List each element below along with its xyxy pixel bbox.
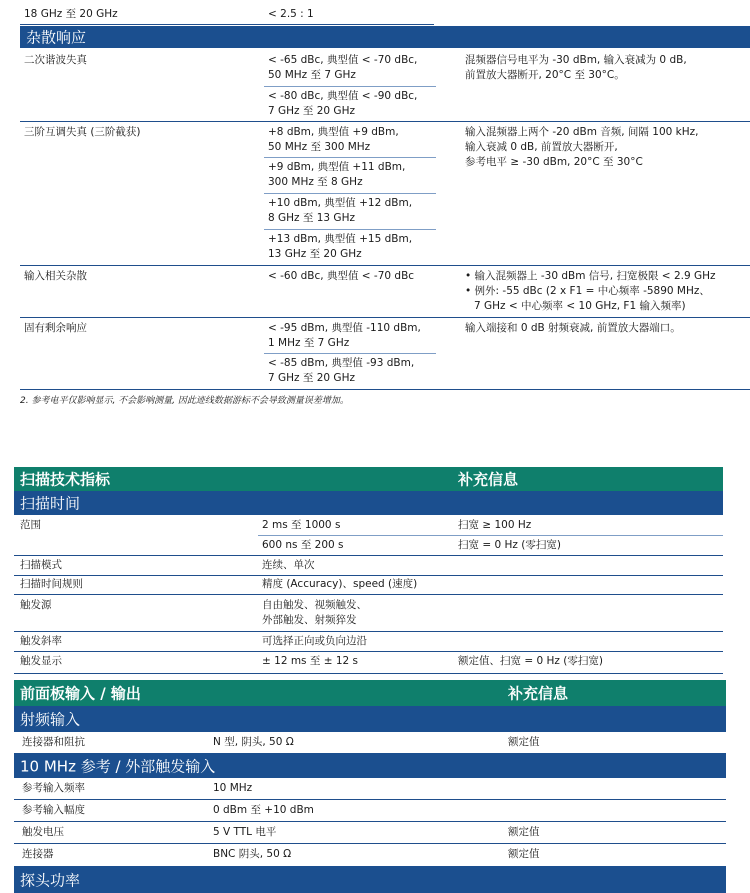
divider: [264, 193, 436, 194]
row-info: 额定值: [508, 736, 540, 748]
row-info: 参考电平 ≥ -30 dBm, 20°C 至 30°C: [465, 156, 643, 168]
row-info: 扫宽 = 0 Hz (零扫宽): [458, 539, 561, 551]
divider: [14, 575, 723, 576]
divider: [20, 317, 750, 318]
row-value: +8 dBm, 典型值 +9 dBm,: [268, 126, 399, 138]
row-value: 外部触发、射频猝发: [262, 614, 357, 626]
row-info: 输入端接和 0 dB 射频衰减, 前置放大器端口。: [465, 322, 681, 334]
section-header-ref-trigger: [14, 753, 726, 778]
row-value: 50 MHz 至 7 GHz: [268, 69, 356, 81]
row-value: +10 dBm, 典型值 +12 dBm,: [268, 197, 413, 209]
row-info: • 输入混频器上 -30 dBm 信号, 扫宽极限 < 2.9 GHz: [465, 270, 716, 282]
divider: [264, 86, 436, 87]
section-header-spurious: [20, 26, 750, 48]
table-header-front-panel: [14, 680, 726, 706]
row-value: +9 dBm, 典型值 +11 dBm,: [268, 161, 406, 173]
row-value: ± 12 ms 至 ± 12 s: [262, 655, 359, 667]
row-value: 精度 (Accuracy)、speed (速度): [262, 578, 418, 590]
row-value: < -85 dBm, 典型值 -93 dBm,: [268, 357, 415, 369]
row-value: 50 MHz 至 300 MHz: [268, 141, 371, 153]
row-info: 扫宽 ≥ 100 Hz: [458, 519, 532, 531]
row-info: 额定值: [508, 848, 540, 860]
row-label: 三阶互调失真 (三阶截获): [24, 126, 141, 138]
divider: [14, 673, 723, 674]
row-value: < -80 dBc, 典型值 < -90 dBc,: [268, 90, 418, 102]
row-info: 混频器信号电平为 -30 dBm, 输入衰减为 0 dB,: [465, 54, 687, 66]
section-title: 扫描时间: [20, 494, 81, 513]
header-title: 前面板输入 / 输出: [20, 684, 141, 703]
row-value: +13 dBm, 典型值 +15 dBm,: [268, 233, 413, 245]
row-info: 输入衰减 0 dB, 前置放大器断开,: [465, 141, 618, 153]
row-value: 0 dBm 至 +10 dBm: [213, 804, 314, 816]
row-value: < -60 dBc, 典型值 < -70 dBc: [268, 270, 415, 282]
row-label: 范围: [20, 519, 41, 531]
row-info: 7 GHz < 中心频率 < 10 GHz, F1 输入频率): [474, 300, 686, 312]
row-label: 连接器: [22, 848, 54, 860]
section-title: 射频输入: [20, 710, 81, 729]
divider: [20, 121, 750, 122]
row-value: < -65 dBc, 典型值 < -70 dBc,: [268, 54, 418, 66]
row-label: 参考输入频率: [22, 782, 85, 794]
row-label: 触发显示: [20, 655, 62, 667]
divider: [14, 651, 723, 652]
row-value: 连续、单次: [262, 559, 315, 571]
header-info: 补充信息: [508, 684, 569, 703]
row-value: 300 MHz 至 8 GHz: [268, 176, 363, 188]
row-value: < -95 dBm, 典型值 -110 dBm,: [268, 322, 421, 334]
row-value: 2 ms 至 1000 s: [262, 519, 341, 531]
table-header-sweep: [14, 467, 723, 491]
row-value: 可选择正向或负向边沿: [262, 635, 367, 647]
section-title: 杂散响应: [26, 28, 87, 47]
section-header-probe-power: [14, 866, 726, 893]
section-header-sweep-time: [14, 491, 723, 515]
divider: [20, 265, 750, 266]
divider: [264, 157, 436, 158]
row-value: 7 GHz 至 20 GHz: [268, 372, 355, 384]
header-title: 扫描技术指标: [20, 470, 111, 489]
row-value: 自由触发、视频触发、: [262, 599, 367, 611]
divider: [14, 799, 726, 800]
divider: [20, 24, 434, 25]
divider: [258, 535, 723, 536]
row-value: 8 GHz 至 13 GHz: [268, 212, 355, 224]
divider: [14, 821, 726, 822]
row-value: 5 V TTL 电平: [213, 826, 277, 838]
divider: [264, 229, 436, 230]
section-title: 10 MHz 参考 / 外部触发输入: [20, 757, 216, 775]
row-info: 额定值、扫宽 = 0 Hz (零扫宽): [458, 655, 603, 667]
section-header-rf-input: [14, 706, 726, 732]
row-label: 参考输入幅度: [22, 804, 85, 816]
row-label: 扫描时间规则: [20, 578, 83, 590]
row-value: N 型, 阴头, 50 Ω: [213, 736, 294, 748]
divider: [20, 389, 750, 390]
footnote: 2. 参考电平仅影响显示, 不会影响测量, 因此迹线数据游标不会导致测量误差增加。: [20, 396, 349, 406]
row-info: • 例外: -55 dBc (2 x F1 = 中心频率 -5890 MHz、: [465, 285, 710, 297]
row-value: 13 GHz 至 20 GHz: [268, 248, 362, 260]
top-row-value: < 2.5 : 1: [268, 8, 314, 20]
row-label: 触发电压: [22, 826, 64, 838]
row-label: 触发源: [20, 599, 52, 611]
row-label: 连接器和阻抗: [22, 736, 85, 748]
row-info: 输入混频器上两个 -20 dBm 音频, 间隔 100 kHz,: [465, 126, 699, 138]
row-info: 前置放大器断开, 20°C 至 30°C。: [465, 69, 625, 81]
row-value: 600 ns 至 200 s: [262, 539, 344, 551]
divider: [14, 594, 723, 595]
row-info: 额定值: [508, 826, 540, 838]
row-label: 扫描模式: [20, 559, 62, 571]
row-value: 1 MHz 至 7 GHz: [268, 337, 350, 349]
header-info: 补充信息: [458, 470, 519, 489]
divider: [14, 631, 723, 632]
row-value: BNC 阴头, 50 Ω: [213, 848, 292, 860]
row-label: 输入相关杂散: [24, 270, 87, 282]
row-value: 7 GHz 至 20 GHz: [268, 105, 355, 117]
row-value: 10 MHz: [213, 782, 253, 794]
top-row-label: 18 GHz 至 20 GHz: [24, 8, 118, 20]
row-label: 固有剩余响应: [24, 322, 87, 334]
row-label: 二次谐波失真: [24, 54, 87, 66]
divider: [14, 555, 723, 556]
row-label: 触发斜率: [20, 635, 62, 647]
divider: [264, 353, 436, 354]
section-title: 探头功率: [20, 871, 81, 889]
divider: [14, 843, 726, 844]
